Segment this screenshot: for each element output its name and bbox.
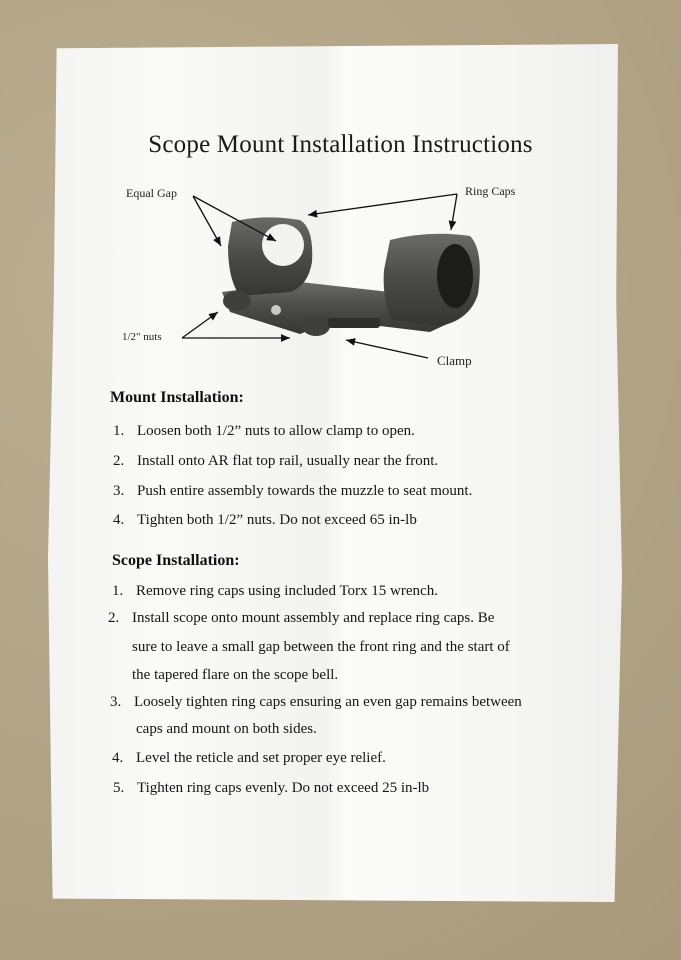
step-number: 5. — [113, 780, 125, 796]
list-item — [113, 418, 415, 445]
list-item — [110, 689, 522, 716]
step-number: 4. — [112, 750, 124, 766]
mount-installation-heading: Mount Installation: — [110, 389, 244, 406]
step-text: Tighten both 1/2” nuts. Do not exceed 65 in-lb — [137, 512, 417, 528]
step-number: 2. — [113, 453, 125, 469]
page-title: Scope Mount Installation Instructions — [148, 131, 533, 158]
list-item — [113, 775, 429, 802]
step-number: 4. — [113, 512, 125, 528]
step-number: 3. — [113, 483, 125, 499]
step-continuation: the tapered flare on the scope bell. — [132, 667, 339, 683]
step-number: 1. — [113, 423, 125, 439]
step-text: Remove ring caps using included Torx 15 wrench. — [136, 583, 438, 599]
step-number: 3. — [110, 694, 122, 710]
step-text: Loosely tighten ring caps ensuring an even gap remains between — [134, 694, 522, 710]
callout-ring-caps: Ring Caps — [465, 184, 516, 198]
step-text: Tighten ring caps evenly. Do not exceed 25 in-lb — [137, 780, 430, 796]
step-text: Loosen both 1/2” nuts to allow clamp to open. — [137, 423, 415, 439]
step-continuation: caps and mount on both sides. — [136, 721, 317, 737]
callout-equal-gap: Equal Gap — [126, 186, 177, 200]
callout-clamp: Clamp — [437, 353, 472, 368]
step-text: Install scope onto mount assembly and replace ring caps. Be — [132, 610, 495, 626]
step-number: 2. — [108, 610, 120, 626]
scope-installation-heading: Scope Installation: — [112, 552, 240, 569]
step-number: 1. — [112, 583, 124, 599]
list-item — [108, 605, 494, 632]
list-item — [113, 448, 438, 475]
list-item — [112, 745, 386, 772]
list-item — [112, 578, 438, 605]
list-item — [113, 478, 472, 505]
step-text: Install onto AR flat top rail, usually near the front. — [137, 453, 439, 469]
list-item — [113, 507, 417, 534]
step-continuation: sure to leave a small gap between the front ring and the start of — [132, 639, 510, 655]
step-text: Level the reticle and set proper eye relief. — [136, 750, 386, 766]
step-text: Push entire assembly towards the muzzle to seat mount. — [137, 483, 473, 499]
callout-nuts: 1/2" nuts — [122, 331, 162, 343]
